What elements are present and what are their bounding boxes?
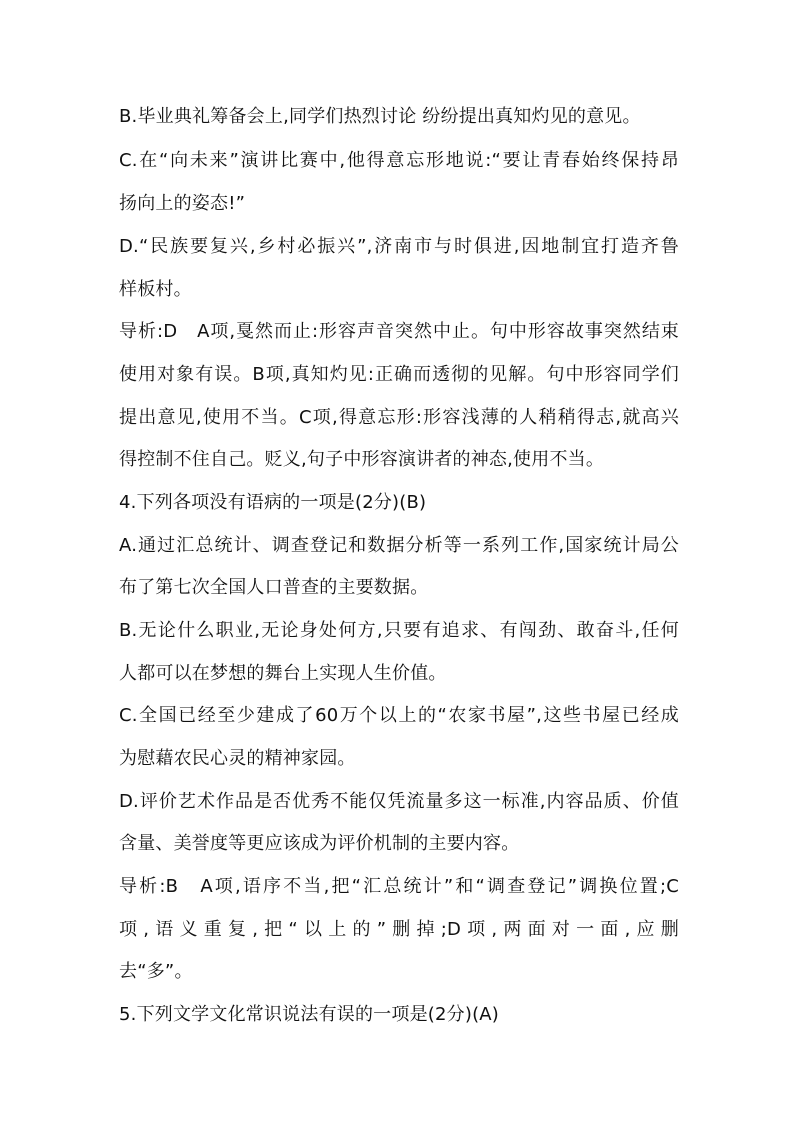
- option-d-line-2: 样板村。: [119, 279, 192, 300]
- analysis-3-line-1: 导析:D A项,戛然而止:形容声音突然中止。句中形容故事突然结束: [119, 321, 679, 342]
- analysis-3-line-4: 得控制不住自己。贬义,句子中形容演讲者的神态,使用不当。: [119, 449, 605, 470]
- option-d-line-1: D.“民族要复兴,乡村必振兴”,济南市与时俱进,因地制宜打造齐鲁: [119, 236, 679, 257]
- question-5-title: 5.下列文学文化常识说法有误的一项是(2分)(A): [119, 1004, 500, 1025]
- option-c-line-2: 扬向上的姿态!”: [119, 193, 246, 214]
- q4-option-d-line-1: D.评价艺术作品是否优秀不能仅凭流量多这一标准,内容品质、价值: [119, 791, 679, 812]
- q4-option-c-line-2: 为慰藉农民心灵的精神家园。: [119, 748, 356, 769]
- question-4-title: 4.下列各项没有语病的一项是(2分)(B): [119, 492, 427, 513]
- analysis-3-line-3: 提出意见,使用不当。C项,得意忘形:形容浅薄的人稍稍得志,就高兴: [119, 407, 679, 428]
- q4-option-a-line-1: A.通过汇总统计、调查登记和数据分析等一系列工作,国家统计局公: [119, 535, 679, 556]
- q4-option-c-line-1: C.全国已经至少建成了60万个以上的“农家书屋”,这些书屋已经成: [119, 705, 679, 726]
- option-b-line: B.毕业典礼筹备会上,同学们热烈讨论 纷纷提出真知灼见的意见。: [119, 106, 641, 127]
- q4-option-d-line-2: 含量、美誉度等更应该成为评价机制的主要内容。: [119, 833, 520, 854]
- analysis-3-line-2: 使用对象有误。B项,真知灼见:正确而透彻的见解。句中形容同学们: [119, 364, 679, 385]
- q4-option-b-line-2: 人都可以在梦想的舞台上实现人生价值。: [119, 663, 447, 684]
- q4-option-b-line-1: B.无论什么职业,无论身处何方,只要有追求、有闯劲、敢奋斗,任何: [119, 620, 679, 641]
- analysis-4-line-2: 项,语义重复,把“以上的”删掉;D项,两面对一面,应删: [119, 919, 679, 940]
- option-c-line-1: C.在“向未来”演讲比赛中,他得意忘形地说:“要让青春始终保持昂: [119, 150, 679, 171]
- analysis-4-line-3: 去“多”。: [119, 961, 193, 982]
- q4-option-a-line-2: 布了第七次全国人口普查的主要数据。: [119, 577, 429, 598]
- analysis-4-line-1: 导析:B A项,语序不当,把“汇总统计”和“调查登记”调换位置;C: [119, 876, 679, 897]
